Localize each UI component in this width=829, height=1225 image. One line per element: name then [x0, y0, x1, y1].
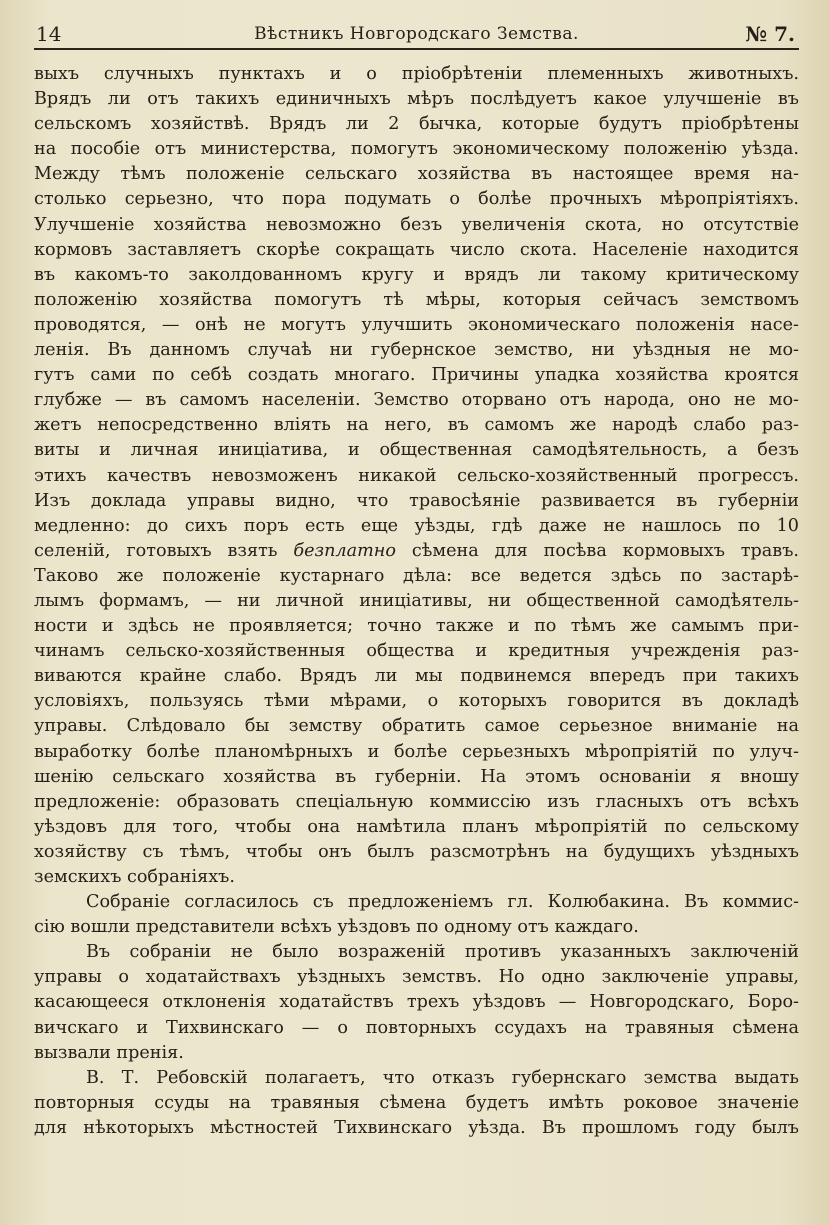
- text-line: управы. Слѣдовало бы земству обратить самое серьезное вниманіе на: [34, 716, 799, 737]
- page-number: 14: [36, 22, 62, 46]
- text-line: ленія. Въ данномъ случаѣ ни губернское земство, ни уѣздныя не мо-: [34, 340, 799, 361]
- text-line: В. Т. Ребовскій полагаетъ, что отказъ губернскаго земства выдать: [86, 1067, 799, 1088]
- text-line: въ какомъ-то заколдованномъ кругу и врядъ ли такому критическому: [34, 264, 799, 285]
- text-line: [34, 539, 799, 564]
- text-line: сельскомъ хозяйствѣ. Врядъ ли 2 бычка, которые будутъ пріобрѣтены: [34, 114, 799, 135]
- text-line: жетъ непосредственно вліять на него, въ самомъ же народѣ слабо раз-: [34, 415, 799, 436]
- text-line: положенію хозяйства помогутъ тѣ мѣры, которыя сейчасъ земствомъ: [34, 289, 799, 310]
- text-line: гутъ сами по себѣ создать многаго. Причины упадка хозяйства кроятся: [34, 365, 799, 386]
- text-line: проводятся, — онѣ не могутъ улучшить экономическаго положенія насе-: [34, 314, 799, 335]
- text-line: предложеніе: образовать спеціальную коммиссію изъ гласныхъ отъ всѣхъ: [34, 791, 799, 812]
- text-line: выработку болѣе планомѣрныхъ и болѣе серьезныхъ мѣропріятій по улуч-: [34, 741, 799, 762]
- text-line: управы о ходатайствахъ уѣздныхъ земствъ. Но одно заключеніе управы,: [34, 967, 799, 988]
- text-line: медленно: до сихъ поръ есть еще уѣзды, гдѣ даже не нашлось по 10: [34, 515, 799, 536]
- text-line: шенію сельскаго хозяйства въ губерніи. На этомъ основаніи я вношу: [34, 766, 799, 787]
- text-segment: селеній, готовыхъ взять: [34, 540, 294, 561]
- text-line: столько серьезно, что пора подумать о болѣе прочныхъ мѣропріятіяхъ.: [34, 189, 799, 210]
- text-line: виваются крайне слабо. Врядъ ли мы подвинемся впередъ при такихъ: [34, 666, 799, 687]
- text-line: Улучшеніе хозяйства невозможно безъ увеличенія скота, но отсутствіе: [34, 214, 799, 235]
- text-line: чинамъ сельско-хозяйственныя общества и кредитныя учрежденія раз-: [34, 641, 799, 662]
- text-line: вичскаго и Тихвинскаго — о повторныхъ ссудахъ на травяныя сѣмена: [34, 1017, 799, 1038]
- text-line: Въ собраніи не было возраженій противъ указанныхъ заключеній: [86, 942, 799, 963]
- text-line: лымъ формамъ, — ни личной иниціативы, ни общественной самодѣятель-: [34, 590, 799, 611]
- text-line: сію вошли представители всѣхъ уѣздовъ по одному отъ каждаго.: [34, 917, 639, 938]
- text-line: хозяйству съ тѣмъ, чтобы онъ былъ разсмотрѣнъ на будущихъ уѣздныхъ: [34, 841, 799, 862]
- running-title: Вѣстникъ Новгородскаго Земства.: [254, 24, 579, 44]
- italic-word: безплатно: [293, 540, 396, 561]
- text-line: Изъ доклада управы видно, что травосѣяніе развивается въ губерніи: [34, 490, 799, 511]
- text-line: Врядъ ли отъ такихъ единичныхъ мѣръ послѣдуетъ какое улучшеніе въ: [34, 89, 799, 110]
- text-line: вызвали пренія.: [34, 1042, 184, 1063]
- text-line: для нѣкоторыхъ мѣстностей Тихвинскаго уѣзда. Въ прошломъ году былъ: [34, 1117, 799, 1138]
- text-line: Таково же положеніе кустарнаго дѣла: все ведется здѣсь по застарѣ-: [34, 565, 799, 586]
- text-line: глубже — въ самомъ населеніи. Земство оторвано отъ народа, оно не мо-: [34, 390, 799, 411]
- text-line: этихъ качествъ невозможенъ никакой сельско-хозяйственный прогрессъ.: [34, 465, 799, 486]
- text-line: виты и личная иниціатива, и общественная самодѣятельность, а безъ: [34, 440, 799, 461]
- text-line: уѣздовъ для того, чтобы она намѣтила планъ мѣропріятій по сельскому: [34, 816, 799, 837]
- text-line: ности и здѣсь не проявляется; точно также и по тѣмъ же самымъ при-: [34, 616, 799, 637]
- text-line: кормовъ заставляетъ скорѣе сокращать число скота. Населеніе находится: [34, 239, 799, 260]
- page-header: [34, 18, 799, 50]
- text-line: земскихъ собраніяхъ.: [34, 867, 235, 887]
- text-line: повторныя ссуды на травяныя сѣмена будетъ имѣть роковое значеніе: [34, 1092, 799, 1113]
- text-segment: сѣмена для посѣва кормовыхъ травъ.: [396, 540, 799, 561]
- issue-number: № 7.: [745, 22, 795, 46]
- text-line: касающееся отклоненія ходатайствъ трехъ уѣздовъ — Новгородскаго, Боро-: [34, 992, 799, 1013]
- text-line: условіяхъ, пользуясь тѣми мѣрами, о которыхъ говорится въ докладѣ: [34, 691, 799, 712]
- body-text: [34, 62, 799, 1141]
- text-line: выхъ случныхъ пунктахъ и о пріобрѣтеніи племенныхъ животныхъ.: [34, 64, 799, 84]
- text-line: Между тѣмъ положеніе сельскаго хозяйства въ настоящее время на-: [34, 164, 799, 185]
- text-line: на пособіе отъ министерства, помогутъ экономическому положенію уѣзда.: [34, 139, 799, 160]
- text-line: Собраніе согласилось съ предложеніемъ гл. Колюбакина. Въ коммис-: [86, 892, 799, 913]
